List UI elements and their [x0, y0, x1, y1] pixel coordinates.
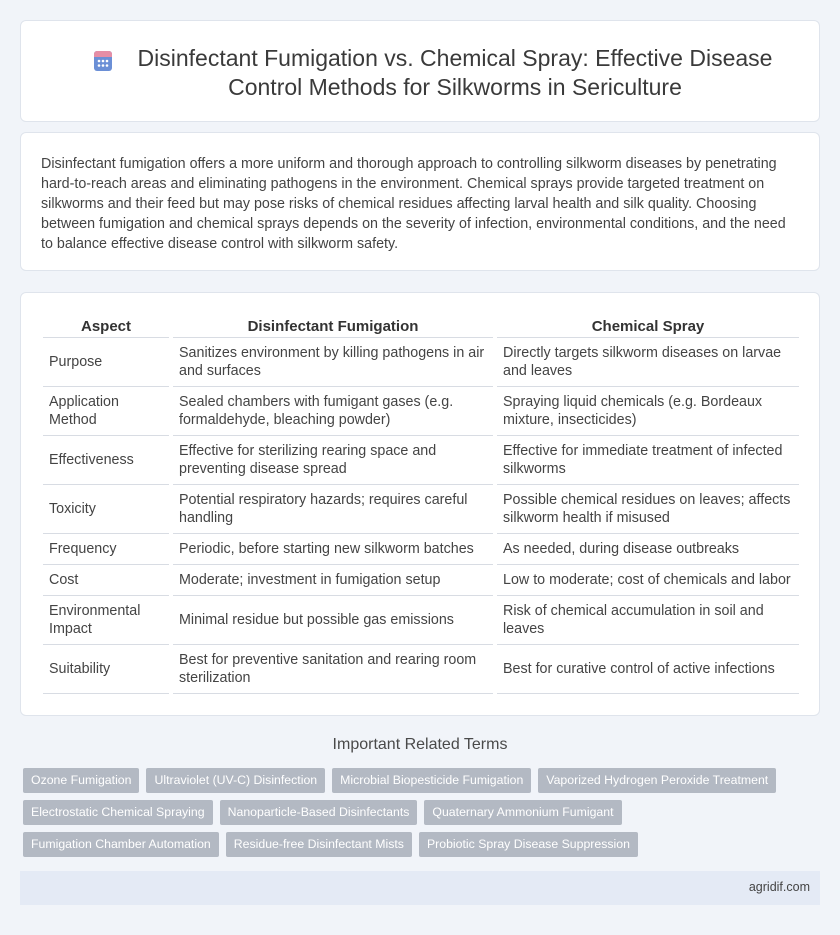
row-fumigation: Minimal residue but possible gas emissions [173, 595, 493, 644]
table-row [43, 644, 799, 693]
related-term-tag[interactable]: Vaporized Hydrogen Peroxide Treatment [538, 768, 776, 793]
row-aspect: Cost [43, 564, 169, 595]
footer [20, 871, 820, 905]
related-term-tag[interactable]: Residue-free Disinfectant Mists [226, 832, 412, 857]
row-fumigation: Potential respiratory hazards; requires careful handling [173, 484, 493, 533]
related-terms-list [23, 768, 823, 864]
row-spray: Best for curative control of active infections [497, 644, 799, 693]
related-term-tag[interactable]: Nanoparticle-Based Disinfectants [220, 800, 418, 825]
row-aspect: Suitability [43, 644, 169, 693]
page-title: Disinfectant Fumigation vs. Chemical Spray: Effective Disease Control Methods for Silkworms in Sericulture [137, 45, 773, 100]
row-fumigation: Sealed chambers with fumigant gases (e.g. formaldehyde, bleaching powder) [173, 386, 493, 435]
intro-card [20, 132, 820, 271]
row-aspect: Purpose [43, 337, 169, 386]
related-term-tag[interactable]: Quaternary Ammonium Fumigant [424, 800, 621, 825]
table-header-row [43, 317, 799, 337]
title-card [20, 20, 820, 122]
table-row [43, 435, 799, 484]
row-spray: Effective for immediate treatment of infected silkworms [497, 435, 799, 484]
header-fumigation: Disinfectant Fumigation [173, 317, 493, 337]
table-row [43, 564, 799, 595]
table-row [43, 595, 799, 644]
related-term-tag[interactable]: Microbial Biopesticide Fumigation [332, 768, 531, 793]
footer-site-link[interactable]: agridif.com [748, 880, 810, 894]
intro-paragraph: Disinfectant fumigation offers a more uniform and thorough approach to controlling silkworm diseases by penetrating hard-to-reach areas and eliminating pathogens in the environment. Chemical sprays provide targeted treatment on silkworms and their feed but may pose risks of chemical residues affecting larval health and silk quality. Choosing between fumigation and chemical sprays depends on the severity of infection, environmental conditions, and the need to balance effective disease control with silkworm safety. [41, 156, 786, 252]
table-row [43, 337, 799, 386]
table-row [43, 386, 799, 435]
related-term-tag[interactable]: Ozone Fumigation [23, 768, 139, 793]
related-term-tag[interactable]: Electrostatic Chemical Spraying [23, 800, 213, 825]
row-aspect: Toxicity [43, 484, 169, 533]
related-term-tag[interactable]: Fumigation Chamber Automation [23, 832, 219, 857]
comparison-table [43, 317, 799, 694]
row-aspect: Frequency [43, 533, 169, 564]
row-spray: Low to moderate; cost of chemicals and labor [497, 564, 799, 595]
row-spray: As needed, during disease outbreaks [497, 533, 799, 564]
related-term-tag[interactable]: Ultraviolet (UV-C) Disinfection [146, 768, 325, 793]
related-terms-title: Important Related Terms [332, 736, 508, 753]
row-fumigation: Sanitizes environment by killing pathogens in air and surfaces [173, 337, 493, 386]
row-spray: Possible chemical residues on leaves; affects silkworm health if misused [497, 484, 799, 533]
row-fumigation: Effective for sterilizing rearing space and preventing disease spread [173, 435, 493, 484]
row-aspect: Environmental Impact [43, 595, 169, 644]
row-fumigation: Moderate; investment in fumigation setup [173, 564, 493, 595]
row-fumigation: Best for preventive sanitation and rearing room sterilization [173, 644, 493, 693]
row-spray: Directly targets silkworm diseases on larvae and leaves [497, 337, 799, 386]
table-row [43, 484, 799, 533]
row-aspect: Effectiveness [43, 435, 169, 484]
row-aspect: Application Method [43, 386, 169, 435]
row-spray: Risk of chemical accumulation in soil and leaves [497, 595, 799, 644]
row-fumigation: Periodic, before starting new silkworm batches [173, 533, 493, 564]
related-term-tag[interactable]: Probiotic Spray Disease Suppression [419, 832, 638, 857]
table-row [43, 533, 799, 564]
row-spray: Spraying liquid chemicals (e.g. Bordeaux mixture, insecticides) [497, 386, 799, 435]
document-icon [91, 49, 115, 73]
header-spray: Chemical Spray [497, 317, 799, 337]
comparison-table-card [20, 292, 820, 716]
header-aspect: Aspect [43, 317, 169, 337]
